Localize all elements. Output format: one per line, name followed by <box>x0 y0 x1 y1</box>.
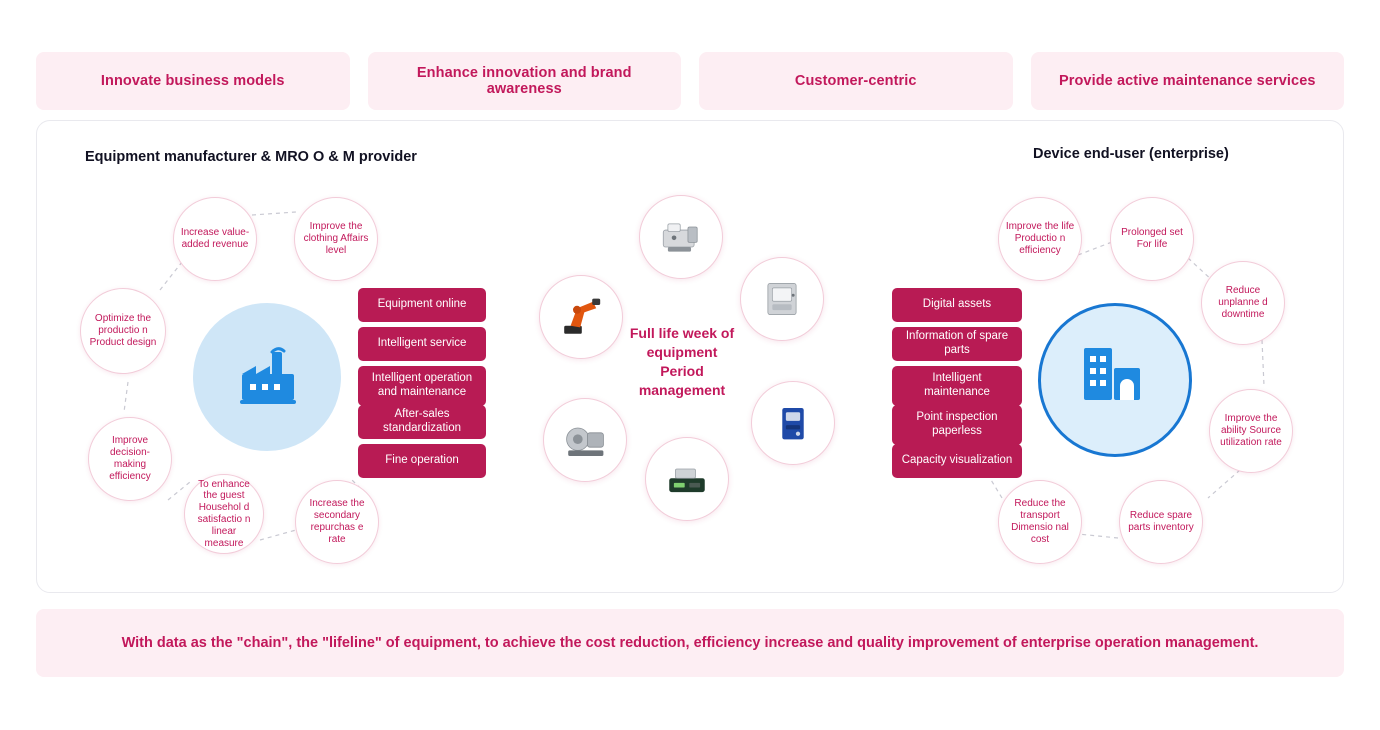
bubble-label: Increase the secondary repurchas e rate <box>309 498 365 545</box>
center-label-line1: Full life week of <box>629 325 735 341</box>
top-card-row <box>36 52 1344 110</box>
right-bubble-improve-source-utilization-rate[interactable] <box>1209 389 1293 473</box>
machine-photo-green-machine[interactable] <box>645 437 729 521</box>
bubble-label: Improve the ability Source utilization rate <box>1220 413 1282 448</box>
left-pill-intelligent-service[interactable] <box>358 327 486 361</box>
bubble-label: Reduce the transport Dimensio nal cost <box>1011 498 1069 545</box>
bubble-label: Reduce unplanne d downtime <box>1218 285 1268 320</box>
building-icon <box>1074 338 1150 414</box>
left-bubble-improve-clothing-affairs-level[interactable] <box>294 197 378 281</box>
right-pill-digital-assets[interactable] <box>892 288 1022 322</box>
right-bubble-reduce-transport-dimensional-cost[interactable] <box>998 480 1082 564</box>
robot-arm-photo-icon <box>553 289 609 345</box>
bubble-label: Prolonged set For life <box>1121 227 1183 250</box>
pill-label: Intelligent maintenance <box>924 372 990 398</box>
machine-photo-pump[interactable] <box>543 398 627 482</box>
machine-photo-blue-machine[interactable] <box>751 381 835 465</box>
right-pill-intelligent-maintenance[interactable] <box>892 366 1022 406</box>
pill-label: Digital assets <box>922 298 992 311</box>
left-panel-title: Equipment manufacturer & MRO O & M provider <box>85 149 417 165</box>
left-bubble-guest-household-satisfaction[interactable] <box>184 474 264 554</box>
pill-label: Intelligent operation and maintenance <box>371 372 473 398</box>
footer-text: With data as the "chain", the "lifeline" of equipment, to achieve the cost reduction, efficiency increase and quality improvement of enterprise operation management. <box>121 635 1259 651</box>
top-card-innovate-business-models[interactable] <box>36 52 350 110</box>
left-pill-fine-operation[interactable] <box>358 444 486 478</box>
pill-label: After-sales standardization <box>383 408 461 434</box>
top-card-label: Provide active maintenance services <box>1058 73 1316 89</box>
right-pill-information-of-spare-parts[interactable] <box>892 327 1022 361</box>
bubble-label: Improve the life Productio n efficiency <box>1005 221 1075 256</box>
factory-icon <box>232 340 304 412</box>
center-cluster-label <box>612 324 752 400</box>
top-card-label: Enhance innovation and brand awareness <box>416 65 632 97</box>
cabinet-photo-icon <box>756 273 808 325</box>
left-pill-equipment-online[interactable] <box>358 288 486 322</box>
left-bubble-increase-secondary-repurchase-rate[interactable] <box>295 480 379 564</box>
pill-label: Capacity visualization <box>901 454 1013 467</box>
bubble-label: Optimize the productio n Product design <box>89 313 157 348</box>
bubble-label: Reduce spare parts inventory <box>1128 510 1194 533</box>
right-bubble-improve-life-production-efficiency[interactable] <box>998 197 1082 281</box>
center-label-line4: management <box>638 381 726 398</box>
right-bubble-reduce-unplanned-downtime[interactable] <box>1201 261 1285 345</box>
right-bubble-prolonged-set-for-life[interactable] <box>1110 197 1194 281</box>
right-panel-title: Device end-user (enterprise) <box>1033 146 1229 162</box>
left-bubble-increase-value-added-revenue[interactable] <box>173 197 257 281</box>
machine-photo-printer[interactable] <box>639 195 723 279</box>
bubble-label: To enhance the guest Househol d satisfactio n linear measure <box>197 478 251 549</box>
right-pill-capacity-visualization[interactable] <box>892 444 1022 478</box>
top-card-active-maintenance[interactable] <box>1031 52 1345 110</box>
center-label-line3: Period <box>660 362 704 379</box>
top-card-customer-centric[interactable] <box>699 52 1013 110</box>
right-pill-point-inspection-paperless[interactable] <box>892 405 1022 445</box>
footer-banner <box>36 609 1344 677</box>
pill-label: Intelligent service <box>377 337 467 350</box>
machine-photo-cabinet[interactable] <box>740 257 824 341</box>
pill-label: Fine operation <box>385 454 459 467</box>
center-label-line2: equipment <box>646 343 718 360</box>
green-machine-photo-icon <box>660 452 714 506</box>
pump-photo-icon <box>557 412 613 468</box>
bubble-label: Improve the clothing Affairs level <box>303 221 369 256</box>
left-bubble-improve-decision-making-efficiency[interactable] <box>88 417 172 501</box>
pill-label: Equipment online <box>377 298 467 311</box>
machine-photo-robot-arm[interactable] <box>539 275 623 359</box>
right-bubble-reduce-spare-parts-inventory[interactable] <box>1119 480 1203 564</box>
printer-photo-icon <box>654 210 708 264</box>
bubble-label: Improve decision-making efficiency <box>109 435 151 482</box>
left-bubble-optimize-production-product-design[interactable] <box>80 288 166 374</box>
blue-machine-photo-icon <box>768 398 818 448</box>
top-card-label: Customer-centric <box>794 73 917 89</box>
top-card-label: Innovate business models <box>100 73 285 89</box>
left-pill-after-sales-standardization[interactable] <box>358 405 486 439</box>
left-pill-intelligent-operation-maintenance[interactable] <box>358 366 486 406</box>
bubble-label: Increase value-added revenue <box>180 227 250 250</box>
top-card-enhance-innovation[interactable] <box>368 52 682 110</box>
pill-label: Point inspection paperless <box>916 411 998 437</box>
pill-label: Information of spare parts <box>905 330 1009 356</box>
